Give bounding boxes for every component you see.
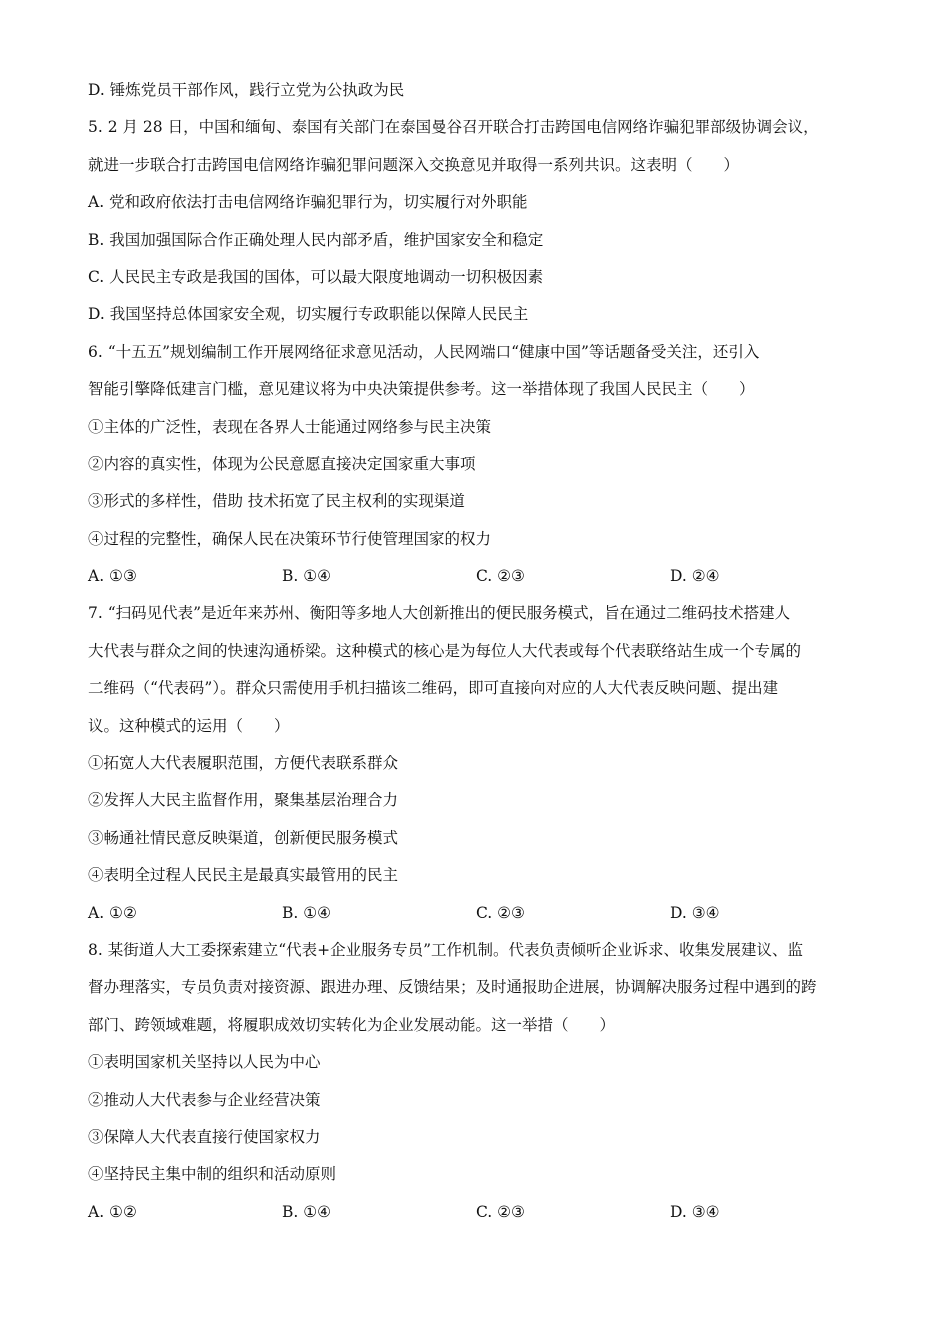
question-8-stem: 8. 某街道人大工委探索建立“代表+企业服务专员”工作机制。代表负责倾听企业诉求、收集发展建议、监 bbox=[88, 940, 804, 959]
question-8-choices bbox=[88, 1194, 868, 1231]
question-6-choices bbox=[88, 558, 868, 595]
question-8-statement: ④坚持民主集中制的组织和活动原则 bbox=[88, 1165, 337, 1184]
question-7-statement: ④表明全过程人民民主是最真实最管用的民主 bbox=[88, 866, 399, 885]
text-line: D. 锤炼党员干部作风，践行立党为公执政为民 bbox=[88, 81, 405, 99]
question-7-statement: ③畅通社情民意反映渠道，创新便民服务模式 bbox=[88, 828, 399, 847]
question-8-statement: ①表明国家机关坚持以人民为中心 bbox=[88, 1053, 321, 1072]
question-7-stem: 议。这种模式的运用（ ） bbox=[88, 716, 290, 735]
choice-a: A. ①② bbox=[88, 903, 137, 922]
choice-c: C. ②③ bbox=[476, 567, 525, 586]
question-5-option-a: A. 党和政府依法打击电信网络诈骗犯罪行为，切实履行对外职能 bbox=[88, 193, 528, 212]
question-6-statement: ①主体的广泛性，表现在各界人士能通过网络参与民主决策 bbox=[88, 417, 492, 436]
question-8-statement: ③保障人大代表直接行使国家权力 bbox=[88, 1127, 321, 1146]
choice-c: C. ②③ bbox=[476, 903, 525, 922]
question-5-option-d: D. 我国坚持总体国家安全观，切实履行专政职能以保障人民民主 bbox=[88, 305, 529, 324]
question-7-statement: ②发挥人大民主监督作用，聚集基层治理合力 bbox=[88, 791, 399, 810]
question-8-stem: 督办理落实，专员负责对接资源、跟进办理、反馈结果；及时通报助企进展，协调解决服务过程中遇到的跨 bbox=[88, 978, 817, 997]
choice-d: D. ③④ bbox=[670, 1202, 720, 1221]
question-8-statement: ②推动人大代表参与企业经营决策 bbox=[88, 1090, 321, 1109]
question-7-stem: 7. “扫码见代表”是近年来苏州、衡阳等多地人大创新推出的便民服务模式，旨在通过二维码技术搭建人 bbox=[88, 604, 791, 623]
choice-b: B. ①④ bbox=[282, 903, 332, 922]
question-6-statement: ④过程的完整性，确保人民在决策环节行使管理国家的权力 bbox=[88, 529, 492, 548]
question-5-stem: 就进一步联合打击跨国电信网络诈骗犯罪问题深入交换意见并取得一系列共识。这表明（ ） bbox=[88, 155, 740, 174]
question-7-stem: 大代表与群众之间的快速沟通桥梁。这种模式的核心是为每位人大代表或每个代表联络站生成一个专属的 bbox=[88, 641, 802, 660]
question-5-option-b: B. 我国加强国际合作正确处理人民内部矛盾，维护国家安全和稳定 bbox=[88, 230, 544, 249]
choice-c: C. ②③ bbox=[476, 1202, 525, 1221]
question-5-stem: 5. 2 月 28 日，中国和缅甸、泰国有关部门在泰国曼谷召开联合打击跨国电信网络诈骗犯罪部级协调会议， bbox=[88, 118, 819, 137]
question-7-stem: 二维码（“代表码”）。群众只需使用手机扫描该二维码，即可直接向对应的人大代表反映问题、提出建 bbox=[88, 679, 779, 698]
choice-b: B. ①④ bbox=[282, 1202, 332, 1221]
question-6-statement: ②内容的真实性，体现为公民意愿直接决定国家重大事项 bbox=[88, 454, 476, 473]
choice-b: B. ①④ bbox=[282, 567, 332, 586]
choice-a: A. ①② bbox=[88, 1202, 137, 1221]
choice-d: D. ②④ bbox=[670, 567, 720, 586]
exam-page bbox=[88, 72, 868, 1231]
choice-d: D. ③④ bbox=[670, 903, 720, 922]
question-6-stem: 智能引擎降低建言门槛，意见建议将为中央决策提供参考。这一举措体现了我国人民民主（ ） bbox=[88, 380, 755, 399]
question-7-statement: ①拓宽人大代表履职范围，方便代表联系群众 bbox=[88, 754, 399, 773]
question-5-option-c: C. 人民民主专政是我国的国体，可以最大限度地调动一切积极因素 bbox=[88, 267, 544, 286]
question-8-stem: 部门、跨领域难题，将履职成效切实转化为企业发展动能。这一举措（ ） bbox=[88, 1015, 616, 1034]
choice-a: A. ①③ bbox=[88, 567, 137, 586]
question-6-statement: ③形式的多样性，借助 技术拓宽了民主权利的实现渠道 bbox=[88, 492, 465, 511]
question-6-stem: 6. “十五五”规划编制工作开展网络征求意见活动，人民网端口“健康中国”等话题备受关注，还引入 bbox=[88, 342, 760, 361]
question-7-choices bbox=[88, 895, 868, 932]
